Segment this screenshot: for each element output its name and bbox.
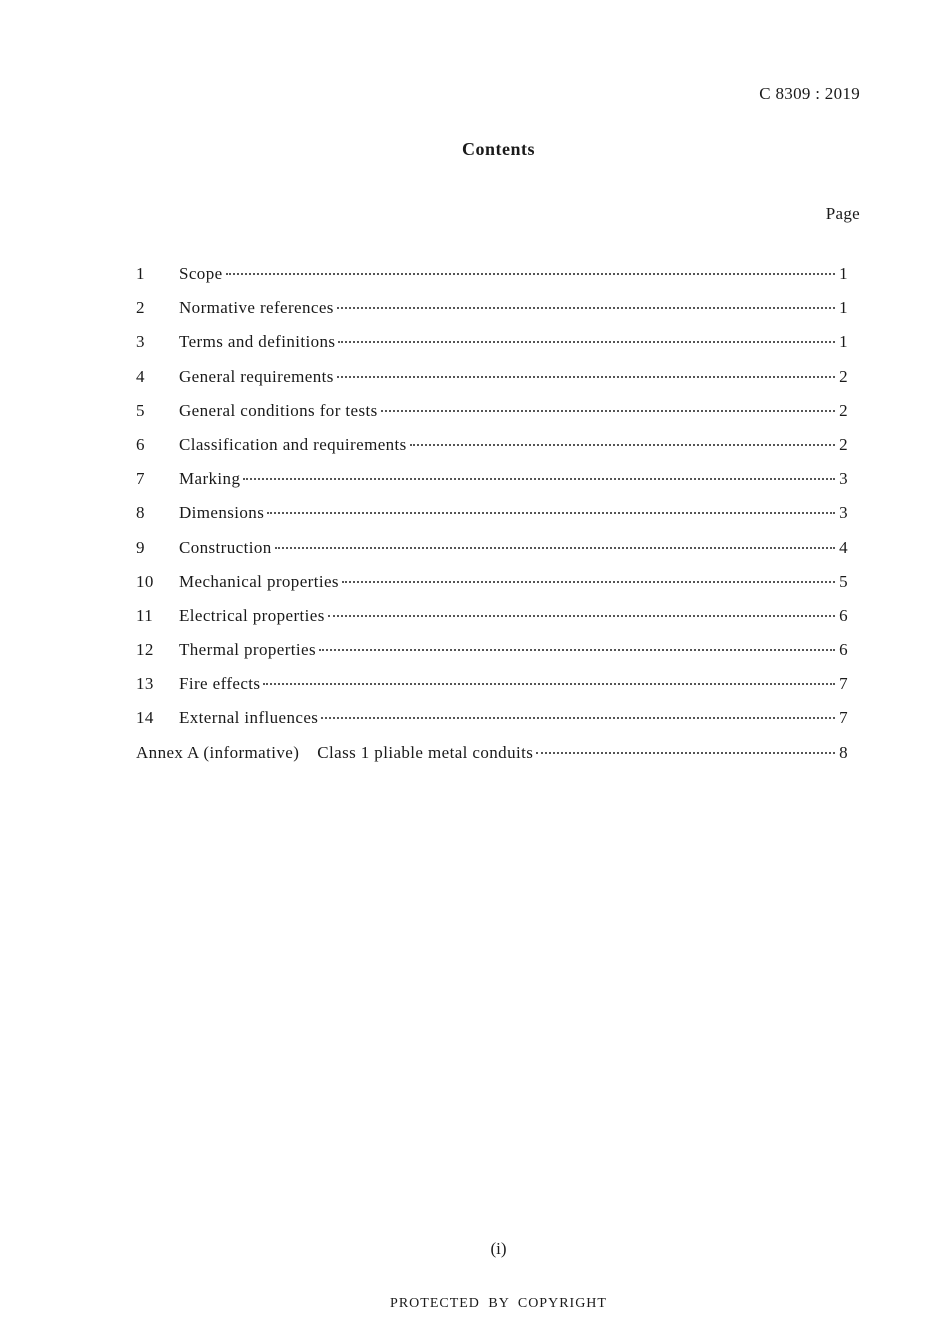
toc-leader-dots <box>381 410 835 412</box>
toc-entry-2[interactable] <box>136 298 848 332</box>
toc-number: 5 <box>136 400 145 420</box>
toc-entry-11[interactable] <box>136 606 848 640</box>
toc-page-number: 8 <box>839 742 848 762</box>
page-title: Contents <box>461 139 535 159</box>
toc-title: Normative references <box>179 298 334 318</box>
toc-leader-dots <box>319 649 835 651</box>
toc-leader-dots <box>410 444 835 446</box>
toc-page-number: 7 <box>839 708 848 728</box>
toc-page-number: 7 <box>839 674 848 694</box>
toc-number: 14 <box>136 708 154 728</box>
document-code: C 8309 : 2019 <box>759 84 860 103</box>
toc-number: 11 <box>136 605 154 625</box>
toc-leader-dots <box>226 273 835 275</box>
toc-entry-13[interactable] <box>136 674 848 708</box>
toc-title: Scope <box>179 264 223 283</box>
toc-number: 10 <box>136 571 154 591</box>
toc-number: 2 <box>136 298 145 318</box>
toc-number: 7 <box>136 469 145 489</box>
toc-title: Mechanical properties <box>179 571 339 591</box>
toc-leader-dots <box>321 717 835 719</box>
copyright-notice: PROTECTED BY COPYRIGHT <box>390 1296 607 1311</box>
page-column-label: Page <box>825 204 860 223</box>
toc-number: 1 <box>136 264 145 283</box>
toc-title: General requirements <box>179 366 334 386</box>
toc-page-number: 3 <box>839 469 848 489</box>
toc-title: Classification and requirements <box>179 434 407 454</box>
toc-entry-4[interactable] <box>136 367 848 401</box>
toc-page-number: 1 <box>839 332 848 352</box>
toc-page-number: 2 <box>839 366 848 386</box>
toc-leader-dots <box>337 376 835 378</box>
toc-title: External influences <box>179 708 319 728</box>
toc-leader-dots <box>275 547 835 549</box>
toc-number: 3 <box>136 332 145 352</box>
toc-entry-10[interactable] <box>136 572 848 606</box>
toc-entry-6[interactable] <box>136 435 848 469</box>
toc-leader-dots <box>337 307 835 309</box>
toc-entry-12[interactable] <box>136 640 848 674</box>
toc-number: 4 <box>136 366 145 386</box>
toc-number: 13 <box>136 674 154 694</box>
toc-page-number: 6 <box>839 605 848 625</box>
toc-number: 8 <box>136 503 145 523</box>
toc-title: Dimensions <box>179 503 265 523</box>
toc-leader-dots <box>342 581 835 583</box>
toc-title: Electrical properties <box>179 605 325 625</box>
toc-entry-9[interactable] <box>136 538 848 572</box>
toc-entry-7[interactable] <box>136 469 848 503</box>
toc-title: Terms and definitions <box>179 332 336 352</box>
toc-leader-dots <box>536 752 835 754</box>
toc-page-number: 4 <box>839 537 848 557</box>
toc-page-number: 1 <box>839 298 848 318</box>
toc-number: 12 <box>136 640 154 660</box>
toc-entry-8[interactable] <box>136 503 848 537</box>
toc-page-number: 2 <box>839 400 848 420</box>
toc-page-number: 6 <box>839 640 848 660</box>
toc-page-number: 3 <box>839 503 848 523</box>
page-folio: (i) <box>490 1239 507 1258</box>
toc-page-number: 1 <box>839 264 848 283</box>
toc-annex-label: Annex A (informative) <box>136 742 300 762</box>
toc-title: Class 1 pliable metal conduits <box>317 742 534 762</box>
toc-leader-dots <box>328 615 835 617</box>
toc-entry-1[interactable] <box>136 264 848 298</box>
toc-number: 9 <box>136 537 145 557</box>
toc-title: General conditions for tests <box>179 400 378 420</box>
toc-entry-5[interactable] <box>136 401 848 435</box>
table-of-contents <box>136 264 848 777</box>
toc-title: Construction <box>179 537 272 557</box>
toc-leader-dots <box>267 512 835 514</box>
toc-title: Fire effects <box>179 674 261 694</box>
toc-leader-dots <box>243 478 835 480</box>
toc-number: 6 <box>136 434 145 454</box>
toc-title: Marking <box>179 469 241 489</box>
toc-entry-3[interactable] <box>136 332 848 366</box>
toc-page-number: 2 <box>839 434 848 454</box>
toc-page-number: 5 <box>839 571 848 591</box>
toc-entry-14[interactable] <box>136 708 848 742</box>
toc-entry-annex-a[interactable] <box>136 743 848 777</box>
toc-leader-dots <box>263 683 835 685</box>
toc-leader-dots <box>338 341 835 343</box>
toc-title: Thermal properties <box>179 640 317 660</box>
